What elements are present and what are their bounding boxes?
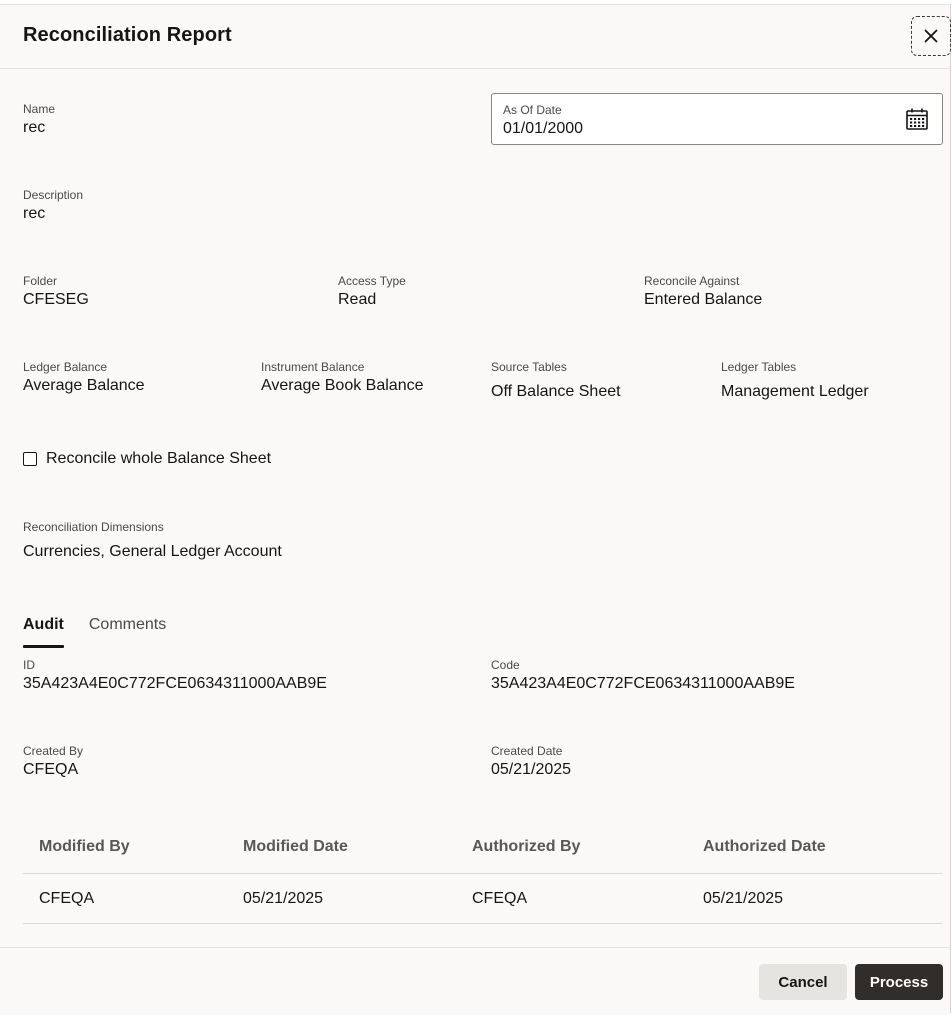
reconcile-against-value: Entered Balance (644, 291, 763, 308)
close-icon (924, 29, 938, 43)
ledger-balance-label: Ledger Balance (23, 360, 108, 374)
audit-code-value: 35A423A4E0C772FCE0634311000AAB9E (491, 675, 795, 692)
tab-comments[interactable]: Comments (88, 616, 167, 633)
folder-value: CFESEG (23, 291, 89, 308)
description-value: rec (23, 205, 46, 222)
tab-bar (23, 615, 191, 649)
reconcile-against-field (644, 274, 762, 310)
as-of-date-input[interactable] (503, 119, 883, 139)
ledger-tables-field (721, 360, 869, 402)
tab-audit[interactable]: Audit (23, 615, 64, 648)
table-header-row (23, 821, 942, 874)
authorized-date-cell: 05/21/2025 (703, 889, 784, 907)
instrument-balance-label: Instrument Balance (261, 360, 365, 374)
audit-id-value: 35A423A4E0C772FCE0634311000AAB9E (23, 675, 327, 692)
checkbox-box[interactable] (23, 452, 37, 466)
description-field (23, 188, 83, 224)
close-button[interactable] (911, 16, 951, 56)
instrument-balance-value: Average Book Balance (261, 377, 424, 394)
process-button[interactable]: Process (855, 964, 943, 1000)
reconciliation-report-dialog (0, 4, 951, 1013)
dialog-footer (0, 947, 950, 1015)
reconcile-whole-balance-sheet-label[interactable]: Reconcile whole Balance Sheet (46, 450, 272, 467)
access-type-field (338, 274, 406, 310)
reconciliation-dimensions-value: Currencies, General Ledger Account (23, 543, 282, 560)
modified-by-cell: CFEQA (39, 889, 95, 907)
created-date-field (491, 744, 571, 780)
created-by-value: CFEQA (23, 761, 79, 778)
column-header-authorized-date[interactable]: Authorized Date (703, 838, 826, 855)
reconcile-whole-balance-sheet-checkbox[interactable] (23, 450, 271, 468)
audit-id-field (23, 658, 327, 694)
reconciliation-dimensions-label: Reconciliation Dimensions (23, 520, 164, 534)
access-type-label: Access Type (338, 274, 406, 288)
column-header-authorized-by[interactable]: Authorized By (472, 838, 581, 855)
audit-code-label: Code (491, 658, 520, 672)
created-date-label: Created Date (491, 744, 563, 758)
created-by-field (23, 744, 83, 780)
folder-label: Folder (23, 274, 58, 288)
name-field (23, 102, 55, 138)
folder-field (23, 274, 89, 310)
access-type-value: Read (338, 291, 377, 308)
ledger-balance-field (23, 360, 145, 396)
created-date-value: 05/21/2025 (491, 761, 572, 778)
reconcile-against-label: Reconcile Against (644, 274, 740, 288)
reconciliation-dimensions-field (23, 520, 282, 562)
column-header-modified-by[interactable]: Modified By (39, 838, 130, 855)
modified-date-cell: 05/21/2025 (243, 889, 324, 907)
description-label: Description (23, 188, 84, 202)
name-label: Name (23, 102, 56, 116)
audit-id-label: ID (23, 658, 35, 672)
source-tables-value: Off Balance Sheet (491, 383, 621, 400)
ledger-tables-value: Management Ledger (721, 383, 869, 400)
created-by-label: Created By (23, 744, 84, 758)
ledger-balance-value: Average Balance (23, 377, 145, 394)
as-of-date-label: As Of Date (503, 103, 562, 117)
authorized-by-cell: CFEQA (472, 889, 528, 907)
name-value: rec (23, 119, 46, 136)
calendar-icon[interactable] (905, 107, 929, 131)
dialog-header (0, 5, 950, 69)
table-row[interactable] (23, 874, 942, 924)
ledger-tables-label: Ledger Tables (721, 360, 797, 374)
audit-table (23, 821, 942, 924)
dialog-title: Reconciliation Report (23, 24, 232, 46)
instrument-balance-field (261, 360, 423, 396)
column-header-modified-date[interactable]: Modified Date (243, 838, 348, 855)
audit-code-field (491, 658, 795, 694)
source-tables-field (491, 360, 621, 402)
source-tables-label: Source Tables (491, 360, 567, 374)
as-of-date-field[interactable] (491, 93, 943, 145)
cancel-button[interactable]: Cancel (759, 964, 847, 1000)
